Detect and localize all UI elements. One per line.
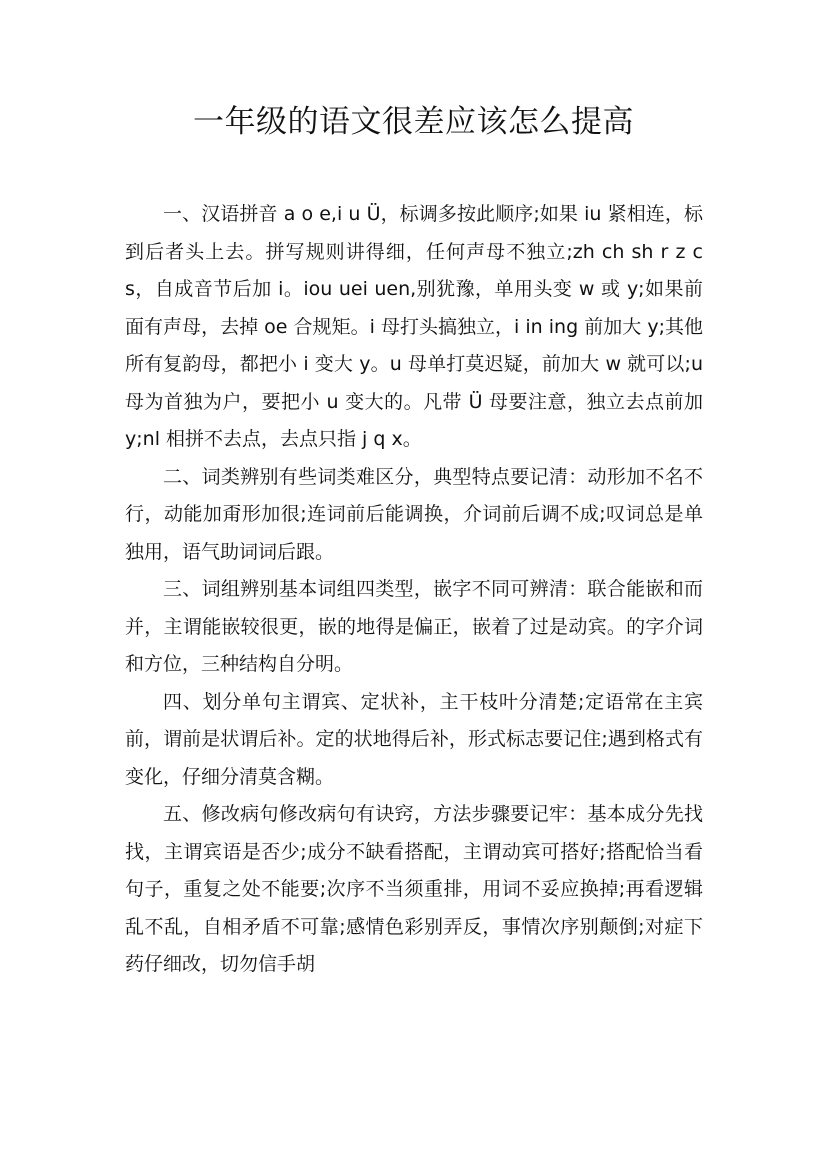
paragraph-word-classes: 二、词类辨别有些词类难区分，典型特点要记清：动形加不名不行，动能加甭形加很;连词前后能调换，介词前后调不成;叹词总是单独用，语气助词词后跟。 bbox=[125, 465, 703, 563]
paragraph-sentence-correction: 五、修改病句修改病句有诀窍，方法步骤要记牢：基本成分先找找，主谓宾语是否少;成分不缺看搭配，主谓动宾可搭好;搭配恰当看句子，重复之处不能要;次序不当须重排，用词不妥应换掉;再看逻辑乱不乱，自相矛盾不可靠;感情色彩别弄反，事情次序别颠倒;对症下药仔细改，切勿信手胡 bbox=[125, 803, 703, 975]
document-body bbox=[125, 196, 703, 984]
document-title: 一年级的语文很差应该怎么提高 bbox=[193, 104, 634, 140]
paragraph-phrases: 三、词组辨别基本词组四类型，嵌字不同可辨清：联合能嵌和而并，主谓能嵌较很更，嵌的地得是偏正，嵌着了过是动宾。的字介词和方位，三种结构自分明。 bbox=[125, 578, 703, 675]
paragraph-sentence-parsing: 四、划分单句主谓宾、定状补，主干枝叶分清楚;定语常在主宾前，谓前是状谓后补。定的状地得后补，形式标志要记住;遇到格式有变化，仔细分清莫含糊。 bbox=[125, 690, 703, 788]
paragraph-pinyin: 一、汉语拼音 a o e,i u Ü，标调多按此顺序;如果 iu 紧相连，标到后者头上去。拼写规则讲得细，任何声母不独立;zh ch sh r z c s，自成音节后加 i。iou uei uen,别犹豫，单用头变 w 或 y;如果前面有声母，去掉 oe 合规矩。i 母打头搞独立，i in ing 前加大 y;其他所有复韵母，都把小 i 变大 y。u 母单打莫迟疑，前加大 w 就可以;u 母为首独为户，要把小 u 变大的。凡带 Ü 母要注意，独立去点前加 y;nl 相拼不去点，去点只指 j q x。 bbox=[125, 203, 703, 450]
